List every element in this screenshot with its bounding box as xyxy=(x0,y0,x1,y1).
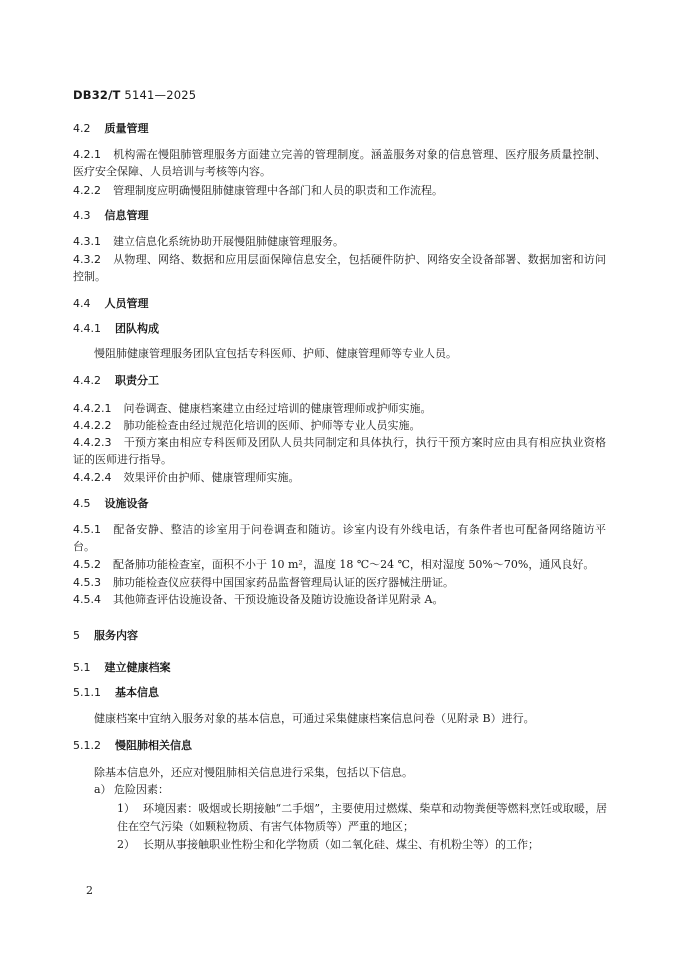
clause-4-5-1: 4.5.1 配备安静、整洁的诊室用于问卷调查和随访。诊室内设有外线电话，有条件者也可配备网络随访平台。 xyxy=(73,523,606,553)
document-header xyxy=(73,88,196,102)
list-item-a: a） 危险因素： xyxy=(94,783,169,796)
section-heading-4-3: 4.3 信息管理 xyxy=(73,209,149,222)
clause-4-5-2: 4.5.2 配备肺功能检查室，面积不小于 10 m²，温度 18 ℃～24 ℃，相对湿度 50%～70%，通风良好。 xyxy=(73,558,595,571)
section-heading-4-4: 4.4 人员管理 xyxy=(73,297,149,310)
list-item-1: 1） 环境因素：吸烟或长期接触“二手烟”，主要使用过燃煤、柴草和动物粪便等燃料烹饪或取暖，居住在空气污染（如颗粒物质、有害气体物质等）严重的地区； xyxy=(117,802,607,833)
section-heading-4-4-1: 4.4.1 团队构成 xyxy=(73,322,159,335)
paragraph-5-1-2: 除基本信息外，还应对慢阻肺相关信息进行采集，包括以下信息。 xyxy=(94,766,413,779)
clause-4-4-2-4: 4.4.2.4 效果评价由护师、健康管理师实施。 xyxy=(73,471,300,484)
chapter-heading-5: 5 服务内容 xyxy=(73,629,138,642)
clause-4-4-2-2: 4.4.2.2 肺功能检查由经过规范化培训的医师、护师等专业人员实施。 xyxy=(73,419,421,432)
clause-4-4-2-3: 4.4.2.3 干预方案由相应专科医师及团队人员共同制定和具体执行，执行干预方案时应由具有相应执业资格证的医师进行指导。 xyxy=(73,436,606,466)
doc-code-number: 5141—2025 xyxy=(124,88,197,102)
clause-4-5-3: 4.5.3 肺功能检查仪应获得中国国家药品监督管理局认证的医疗器械注册证。 xyxy=(73,576,454,589)
section-heading-4-5: 4.5 设施设备 xyxy=(73,497,149,510)
section-heading-4-2: 4.2 质量管理 xyxy=(73,122,149,135)
section-heading-4-4-2: 4.4.2 职责分工 xyxy=(73,374,159,387)
clause-4-4-2-1: 4.4.2.1 问卷调查、健康档案建立由经过培训的健康管理师或护师实施。 xyxy=(73,402,432,415)
clause-4-2-2: 4.2.2 管理制度应明确慢阻肺健康管理中各部门和人员的职责和工作流程。 xyxy=(73,184,443,197)
list-item-2: 2） 长期从事接触职业性粉尘和化学物质（如二氧化硅、煤尘、有机粉尘等）的工作； xyxy=(117,838,539,851)
paragraph-4-4-1: 慢阻肺健康管理服务团队宜包括专科医师、护师、健康管理师等专业人员。 xyxy=(94,347,457,360)
page-number: 2 xyxy=(86,884,93,897)
clause-4-3-1: 4.3.1 建立信息化系统协助开展慢阻肺健康管理服务。 xyxy=(73,235,344,248)
section-heading-5-1: 5.1 建立健康档案 xyxy=(73,661,171,674)
section-heading-5-1-2: 5.1.2 慢阻肺相关信息 xyxy=(73,739,192,752)
clause-4-2-1: 4.2.1 机构需在慢阻肺管理服务方面建立完善的管理制度。涵盖服务对象的信息管理、医疗服务质量控制、医疗安全保障、人员培训与考核等内容。 xyxy=(73,148,606,178)
section-heading-5-1-1: 5.1.1 基本信息 xyxy=(73,686,159,699)
doc-code-prefix: DB32/T xyxy=(73,88,121,102)
clause-4-3-2: 4.3.2 从物理、网络、数据和应用层面保障信息安全，包括硬件防护、网络安全设备部署、数据加密和访问控制。 xyxy=(73,253,606,283)
clause-4-5-4: 4.5.4 其他筛查评估设施设备、干预设施设备及随访设施设备详见附录 A。 xyxy=(73,593,444,606)
paragraph-5-1-1: 健康档案中宜纳入服务对象的基本信息，可通过采集健康档案信息问卷（见附录 B）进行。 xyxy=(94,712,535,725)
